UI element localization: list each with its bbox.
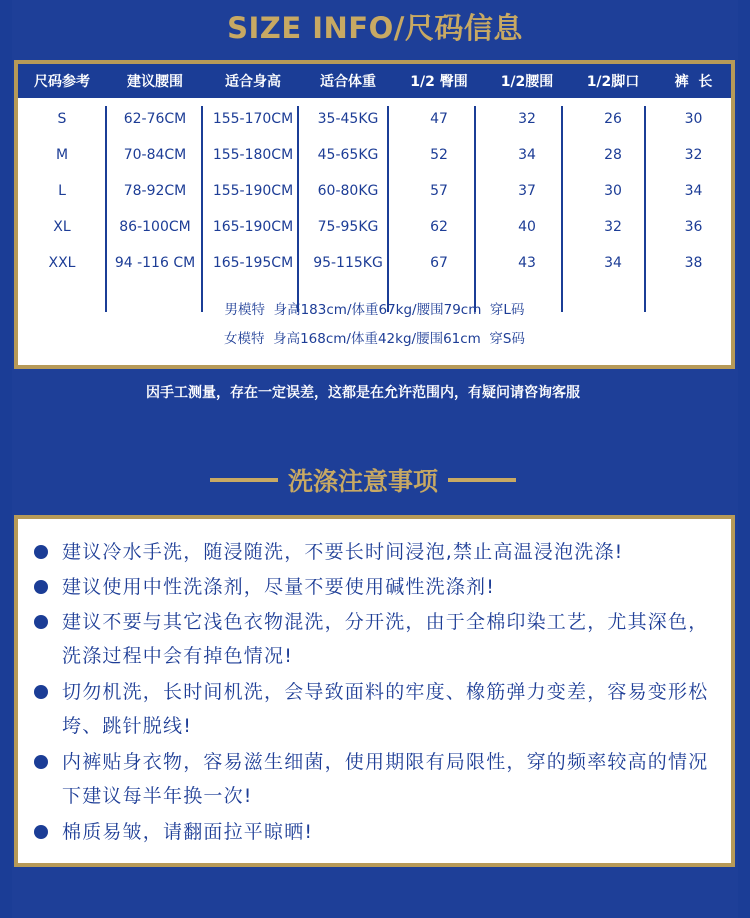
size-cell: S: [57, 111, 67, 127]
male-model-info: 男模特 身高183cm/体重67kg/腰围79cm 穿L码: [224, 302, 525, 318]
bullet-icon: [34, 545, 48, 559]
table-cell: 165-190CM: [212, 219, 294, 235]
table-row: [18, 174, 731, 208]
table-cell: 60-80KG: [317, 183, 379, 199]
wash-section-title: [0, 460, 726, 500]
table-cell: 32: [518, 111, 536, 127]
female-model-info: 女模特 身高168cm/体重42kg/腰围61cm 穿S码: [224, 331, 525, 347]
bullet-icon: [34, 685, 48, 699]
table-cell: 34: [604, 255, 622, 271]
column-divider: [297, 106, 299, 312]
table-row: [18, 102, 731, 136]
header-cell: 1/2腰围: [500, 74, 554, 90]
table-cell: 37: [518, 183, 536, 199]
table-cell: 165-195CM: [212, 255, 294, 271]
table-cell: 62-76CM: [123, 111, 187, 127]
table-cell: 43: [518, 255, 536, 271]
wash-title-text: 洗涤注意事项: [287, 467, 438, 496]
list-item: [34, 675, 724, 743]
table-cell: 34: [684, 183, 703, 199]
table-cell: 155-190CM: [212, 183, 294, 199]
column-divider: [201, 106, 203, 312]
table-cell: 38: [684, 255, 703, 271]
header-cell: 裤 长: [674, 74, 713, 90]
wash-item-text: 切勿机洗，长时间机洗，会导致面料的牢度、橡筋弹力变差，容易变形松垮、跳针脱线!: [62, 681, 709, 737]
list-item: [34, 745, 724, 813]
size-cell: M: [55, 147, 69, 163]
size-table-header: [18, 64, 731, 98]
table-cell: 34: [518, 147, 536, 163]
table-row: [18, 210, 731, 244]
wash-item-text: 内裤贴身衣物，容易滋生细菌，使用期限有局限性，穿的频率较高的情况下建议每半年换一次!: [62, 751, 709, 807]
table-cell: 35-45KG: [317, 111, 379, 127]
table-cell: 30: [684, 111, 703, 127]
title-line-left: [210, 478, 278, 482]
bullet-icon: [34, 580, 48, 594]
bullet-icon: [34, 825, 48, 839]
table-cell: 78-92CM: [123, 183, 187, 199]
table-cell: 95-115KG: [313, 255, 383, 271]
list-item: [34, 815, 724, 849]
table-cell: 30: [604, 183, 622, 199]
table-cell: 155-180CM: [212, 147, 294, 163]
wash-item-text: 建议不要与其它浅色衣物混洗，分开洗，由于全棉印染工艺，尤其深色，洗涤过程中会有掉色情况!: [62, 611, 709, 667]
table-cell: 86-100CM: [119, 219, 191, 235]
table-cell: 94 -116 CM: [114, 255, 196, 271]
bullet-icon: [34, 615, 48, 629]
size-cell: XL: [53, 219, 71, 235]
table-cell: 36: [684, 219, 703, 235]
size-table-card: [14, 60, 735, 369]
table-row: [18, 138, 731, 172]
list-item: [34, 570, 724, 604]
column-divider: [387, 106, 389, 312]
table-cell: 47: [430, 111, 448, 127]
table-cell: 67: [430, 255, 448, 271]
measurement-notice: 因手工测量，存在一定误差，这都是在允许范围内，有疑问请咨询客服: [146, 385, 580, 401]
left-frame: [0, 0, 12, 918]
header-cell: 1/2脚口: [586, 74, 640, 90]
table-cell: 70-84CM: [123, 147, 187, 163]
table-cell: 155-170CM: [212, 111, 294, 127]
title-line-right: [448, 478, 516, 482]
header-cell: 适合体重: [320, 74, 376, 90]
table-cell: 52: [430, 147, 448, 163]
table-cell: 28: [604, 147, 622, 163]
header-cell: 适合身高: [225, 74, 281, 90]
column-divider: [105, 106, 107, 312]
list-item: [34, 605, 724, 673]
column-divider: [474, 106, 476, 312]
table-cell: 32: [684, 147, 703, 163]
table-cell: 26: [604, 111, 622, 127]
table-cell: 57: [430, 183, 448, 199]
size-cell: XXL: [48, 255, 76, 271]
header-cell: 尺码参考: [34, 74, 90, 90]
table-cell: 45-65KG: [317, 147, 379, 163]
column-divider: [561, 106, 563, 312]
table-cell: 40: [518, 219, 536, 235]
header-cell: 建议腰围: [127, 74, 183, 90]
list-item: [34, 535, 724, 569]
wash-item-text: 建议使用中性洗涤剂，尽量不要使用碱性洗涤剂!: [62, 576, 496, 598]
table-cell: 75-95KG: [317, 219, 379, 235]
bullet-icon: [34, 755, 48, 769]
table-cell: 32: [604, 219, 622, 235]
wash-item-text: 建议冷水手洗，随浸随洗，不要长时间浸泡,禁止高温浸泡洗涤!: [62, 541, 624, 563]
header-cell: 1/2 臀围: [410, 74, 468, 90]
table-row: [18, 246, 731, 280]
table-cell: 62: [430, 219, 448, 235]
wash-instructions-card: [14, 515, 735, 867]
wash-item-text: 棉质易皱，请翻面拉平晾晒!: [62, 821, 314, 843]
column-divider: [644, 106, 646, 312]
page-title: SIZE INFO/尺码信息: [227, 11, 523, 45]
size-cell: L: [58, 183, 66, 199]
